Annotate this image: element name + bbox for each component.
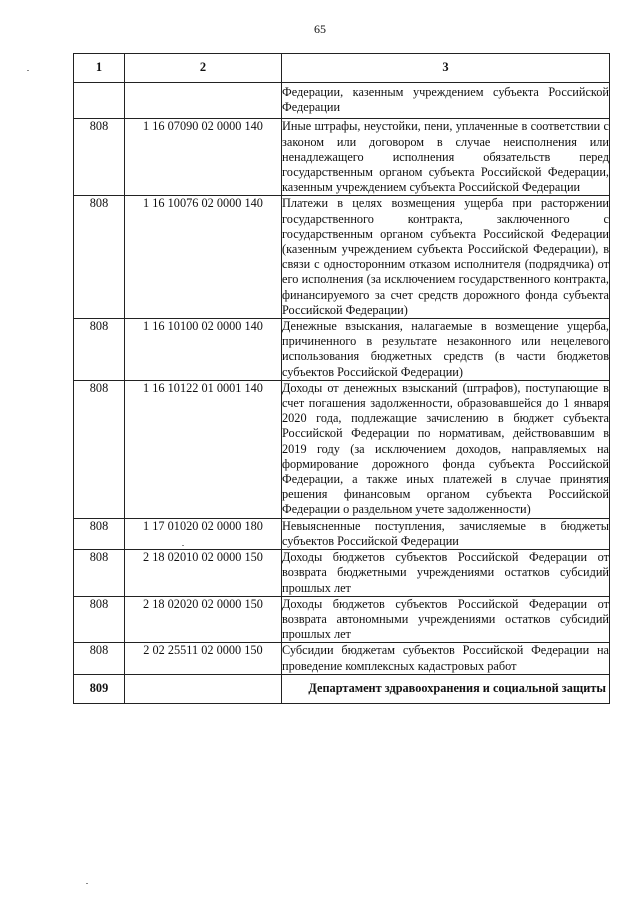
admin-code-cell: 809 (74, 674, 125, 703)
column-header-code: 2 (125, 54, 282, 83)
table-row (74, 550, 610, 597)
revenue-name-cell: Субсидии бюджетам субъектов Российской Федерации на проведение комплексных кадастровых работ (282, 643, 609, 673)
column-header-admin: 1 (74, 54, 125, 83)
revenue-code-cell: 1 16 10122 01 0001 140 (125, 380, 282, 518)
table-header-row (74, 54, 610, 83)
table-row (74, 643, 610, 674)
table-row (74, 119, 610, 196)
table-row (74, 380, 610, 518)
admin-code-cell: 808 (74, 319, 125, 381)
scan-speck (86, 883, 88, 884)
revenue-name-cell: Платежи в целях возмещения ущерба при расторжении государственного контракта, заключенного с государственным органом субъекта Российской Федерации (казенным учреждением субъекта Российской Федерации), в связи с односторонним отказом исполнителя (подрядчика) от его исполнения (за исключением государственного контракта, финансируемого за счет средств дорожного фонда субъекта Российской Федерации) (282, 196, 609, 317)
revenue-name-cell: Доходы бюджетов субъектов Российской Федерации от возврата автономными учреждениями остатков субсидий прошлых лет (282, 596, 609, 642)
table-row (74, 319, 610, 381)
admin-code-cell: 808 (74, 119, 125, 196)
revenue-code-cell: 1 16 10076 02 0000 140 (125, 196, 282, 319)
revenue-code-cell: 2 18 02010 02 0000 150 (125, 550, 282, 597)
scan-speck (182, 545, 184, 546)
revenue-code-cell: 2 18 02020 02 0000 150 (125, 596, 282, 643)
admin-code-cell: 808 (74, 518, 125, 549)
table-row (74, 196, 610, 319)
revenue-code-table (73, 53, 610, 704)
admin-code-cell: 808 (74, 643, 125, 674)
department-row (74, 674, 610, 703)
revenue-name-cell: Доходы бюджетов субъектов Российской Федерации от возврата бюджетными учреждениями остатков субсидий прошлых лет (282, 550, 609, 595)
scan-speck (27, 70, 29, 71)
admin-code-cell: 808 (74, 380, 125, 518)
table-row (74, 596, 610, 643)
revenue-code-cell: 2 02 25511 02 0000 150 (125, 643, 282, 674)
revenue-name-cell: Доходы от денежных взысканий (штрафов), поступающие в счет погашения задолженности, образовавшейся до 1 января 2020 года, подлежащие зачислению в бюджет субъекта Российской Федерации по нормативам, действовавшим в 2019 году (за исключением доходов, направляемых на формирование дорожного фонда субъекта Российской Федерации, а также иных платежей в случае принятия решения финансовым органом субъекта Российской Федерации о раздельном учете задолженности) (282, 380, 609, 517)
revenue-name-cell: Невыясненные поступления, зачисляемые в бюджеты субъектов Российской Федерации (282, 518, 609, 548)
table-row (74, 518, 610, 549)
admin-code-cell: 808 (74, 196, 125, 319)
revenue-code-cell (125, 674, 282, 703)
department-name-cell: Департамент здравоохранения и социальной защиты (282, 674, 610, 703)
revenue-name-cell: Иные штрафы, неустойки, пени, уплаченные в соответствии с законом или договором в случае неисполнения или ненадлежащего исполнения обязательств перед государственным органом субъекта Российской Федерации, казенным учреждением субъекта Российской Федерации (282, 119, 609, 195)
revenue-code-cell: 1 16 10100 02 0000 140 (125, 319, 282, 381)
revenue-code-cell: 1 17 01020 02 0000 180 (125, 518, 282, 549)
revenue-code-cell (125, 83, 282, 119)
admin-code-cell: 808 (74, 596, 125, 643)
revenue-code-cell: 1 16 07090 02 0000 140 (125, 119, 282, 196)
admin-code-cell (74, 83, 125, 119)
page-number: 65 (314, 22, 326, 36)
admin-code-cell: 808 (74, 550, 125, 597)
revenue-name-cell: Федерации, казенным учреждением субъекта Российской Федерации (282, 83, 610, 119)
column-header-name: 3 (282, 54, 610, 83)
table-row (74, 83, 610, 119)
revenue-name-cell: Денежные взыскания, налагаемые в возмещение ущерба, причиненного в результате незаконного или нецелевого использования бюджетных средств (в части бюджетов субъектов Российской Федерации) (282, 319, 609, 379)
